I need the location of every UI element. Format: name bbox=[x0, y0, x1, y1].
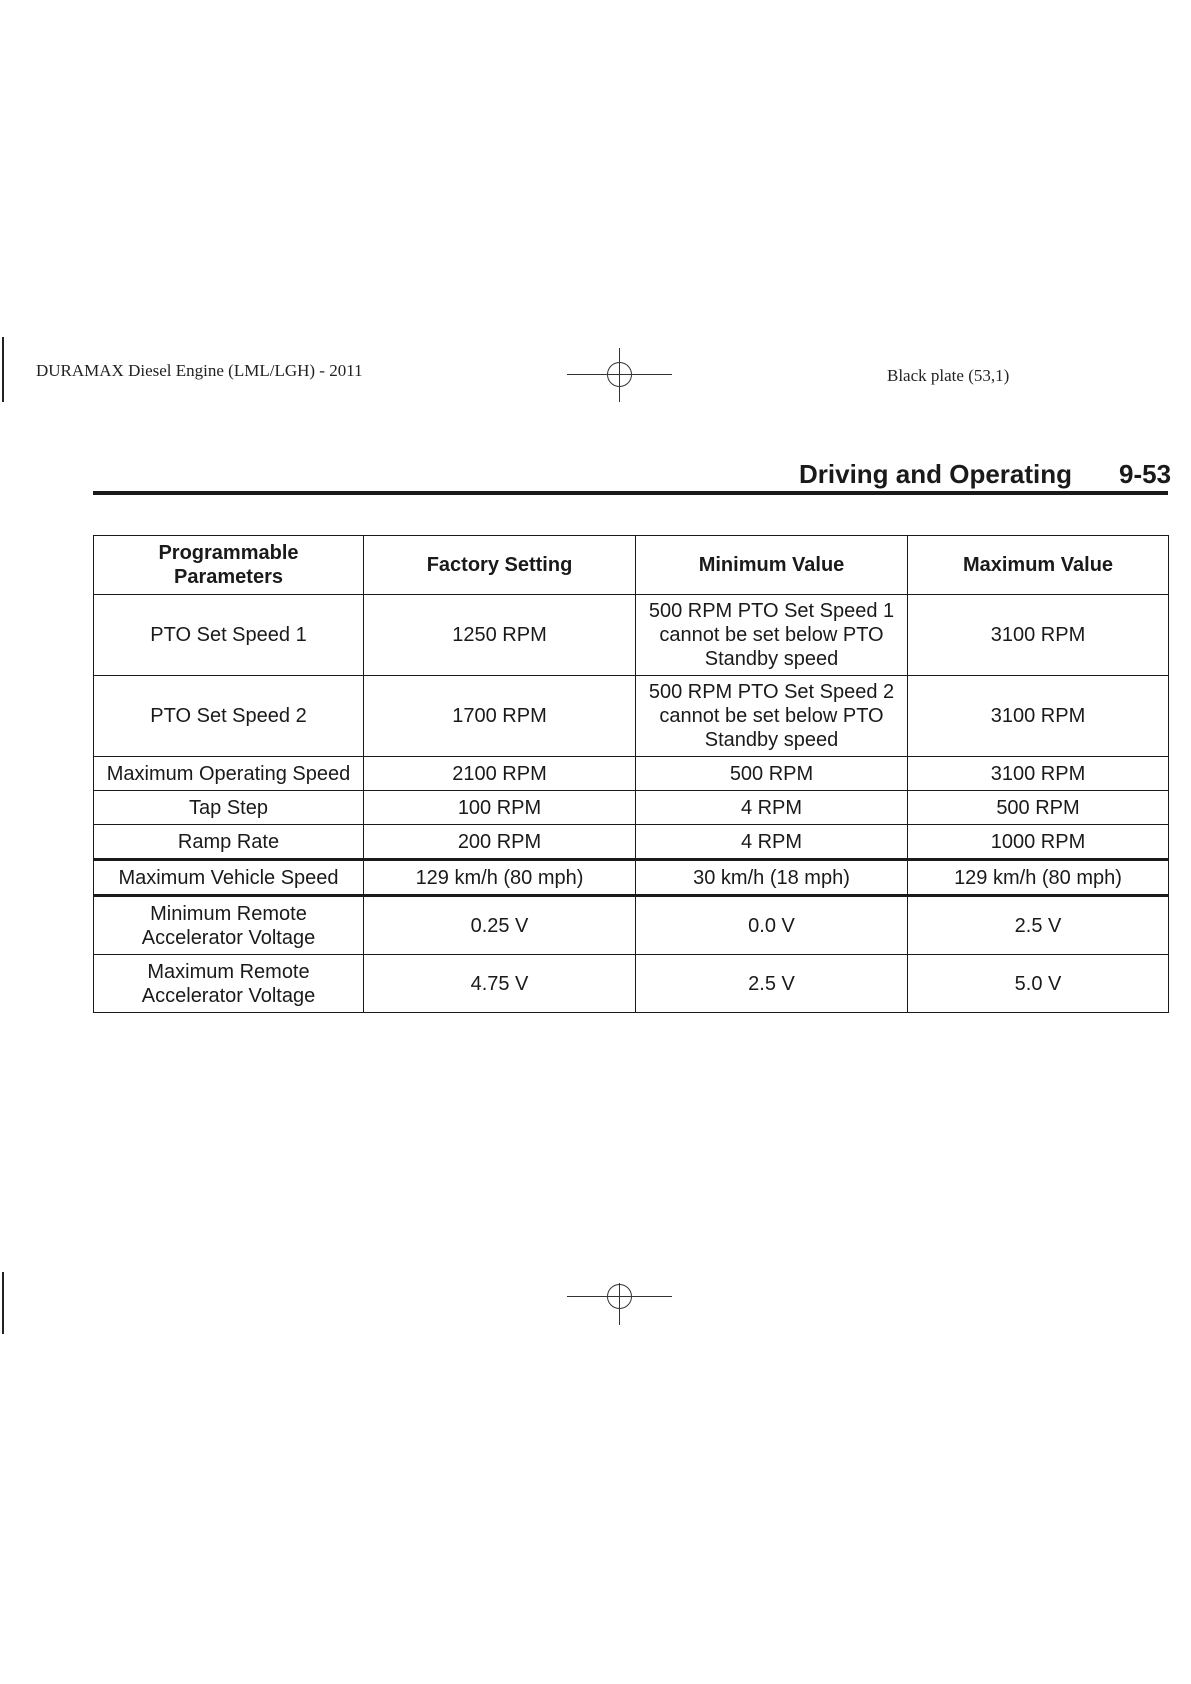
maximum-value-cell: 3100 RPM bbox=[908, 595, 1169, 676]
table-row bbox=[94, 791, 1169, 825]
table-row bbox=[94, 896, 1169, 955]
table-header-row bbox=[94, 536, 1169, 595]
parameter-cell: PTO Set Speed 2 bbox=[94, 676, 364, 757]
parameter-cell: Maximum Vehicle Speed bbox=[94, 860, 364, 896]
factory-setting-cell: 200 RPM bbox=[364, 825, 636, 860]
minimum-value-cell: 4 RPM bbox=[636, 825, 908, 860]
header-minimum-value: Minimum Value bbox=[636, 536, 908, 595]
maximum-value-cell: 2.5 V bbox=[908, 896, 1169, 955]
header-maximum-value: Maximum Value bbox=[908, 536, 1169, 595]
maximum-value-cell: 5.0 V bbox=[908, 955, 1169, 1013]
parameter-cell: PTO Set Speed 1 bbox=[94, 595, 364, 676]
minimum-value-cell: 30 km/h (18 mph) bbox=[636, 860, 908, 896]
running-header-right: Black plate (53,1) bbox=[887, 366, 1010, 385]
maximum-value-cell: 129 km/h (80 mph) bbox=[908, 860, 1169, 896]
factory-setting-cell: 129 km/h (80 mph) bbox=[364, 860, 636, 896]
minimum-value-cell: 0.0 V bbox=[636, 896, 908, 955]
programmable-parameters-table bbox=[93, 535, 1169, 1013]
factory-setting-cell: 4.75 V bbox=[364, 955, 636, 1013]
table-row bbox=[94, 825, 1169, 860]
section-title: Driving and Operating bbox=[799, 459, 1073, 489]
minimum-value-cell: 500 RPM PTO Set Speed 1 cannot be set below PTO Standby speed bbox=[636, 595, 908, 676]
maximum-value-cell: 3100 RPM bbox=[908, 676, 1169, 757]
maximum-value-cell: 500 RPM bbox=[908, 791, 1169, 825]
section-rule bbox=[93, 491, 1168, 495]
table-row bbox=[94, 955, 1169, 1013]
header-factory-setting: Factory Setting bbox=[364, 536, 636, 595]
factory-setting-cell: 0.25 V bbox=[364, 896, 636, 955]
factory-setting-cell: 2100 RPM bbox=[364, 757, 636, 791]
parameter-cell: Tap Step bbox=[94, 791, 364, 825]
table-row bbox=[94, 757, 1169, 791]
parameter-cell: Maximum Operating Speed bbox=[94, 757, 364, 791]
parameter-cell: Minimum Remote Accelerator Voltage bbox=[94, 896, 364, 955]
parameter-cell: Maximum Remote Accelerator Voltage bbox=[94, 955, 364, 1013]
minimum-value-cell: 500 RPM PTO Set Speed 2 cannot be set below PTO Standby speed bbox=[636, 676, 908, 757]
table-row bbox=[94, 676, 1169, 757]
factory-setting-cell: 1250 RPM bbox=[364, 595, 636, 676]
crop-mark-top bbox=[2, 337, 4, 402]
factory-setting-cell: 1700 RPM bbox=[364, 676, 636, 757]
minimum-value-cell: 2.5 V bbox=[636, 955, 908, 1013]
page-number: 9-53 bbox=[1119, 459, 1172, 489]
header-programmable-parameters: Programmable Parameters bbox=[94, 536, 364, 595]
factory-setting-cell: 100 RPM bbox=[364, 791, 636, 825]
parameter-cell: Ramp Rate bbox=[94, 825, 364, 860]
crop-mark-bottom bbox=[2, 1272, 4, 1334]
running-header-left: DURAMAX Diesel Engine (LML/LGH) - 2011 bbox=[36, 361, 363, 380]
table-row bbox=[94, 860, 1169, 896]
minimum-value-cell: 500 RPM bbox=[636, 757, 908, 791]
maximum-value-cell: 1000 RPM bbox=[908, 825, 1169, 860]
maximum-value-cell: 3100 RPM bbox=[908, 757, 1169, 791]
table-row bbox=[94, 595, 1169, 676]
minimum-value-cell: 4 RPM bbox=[636, 791, 908, 825]
